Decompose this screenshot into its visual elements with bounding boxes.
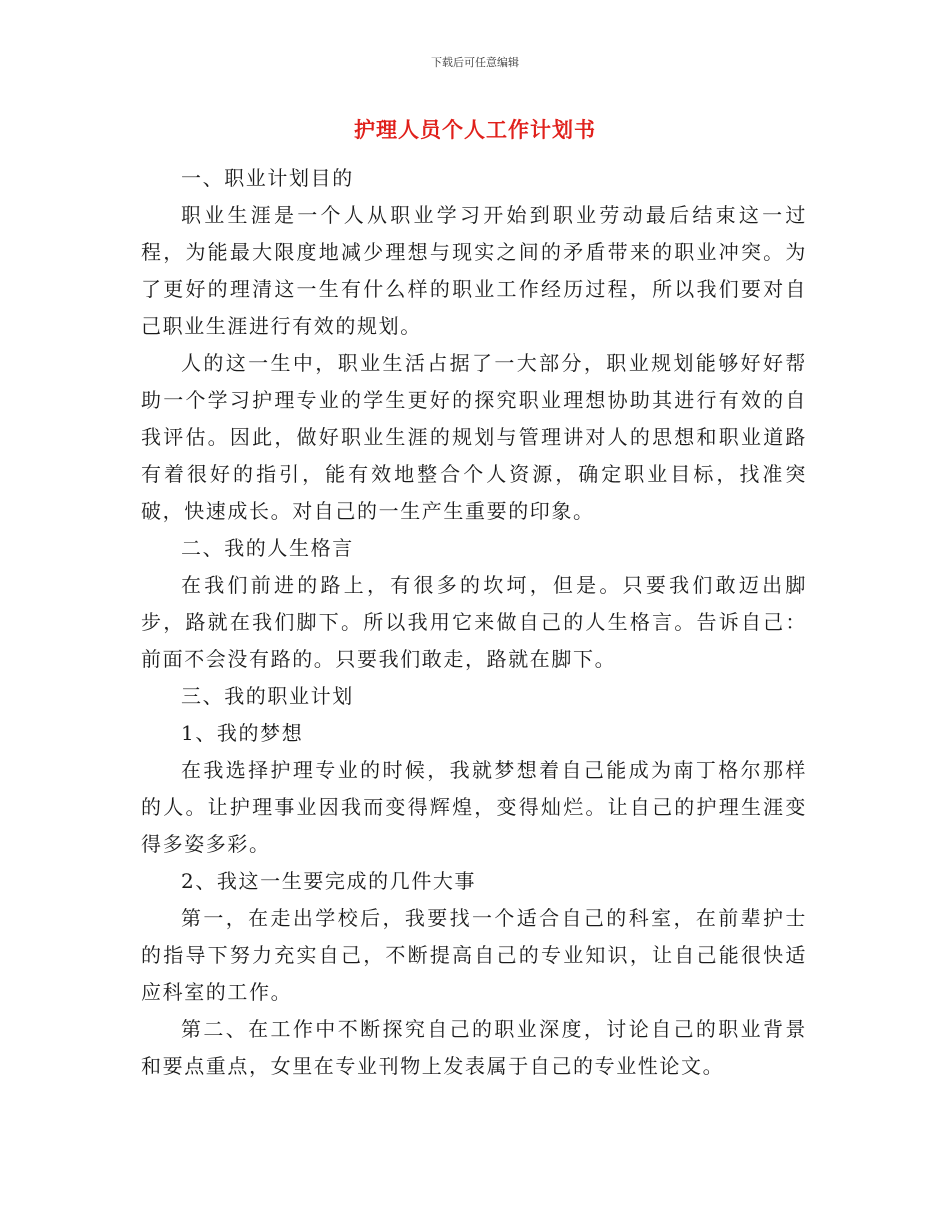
- section-heading-purpose: 一、职业计划目的: [181, 166, 354, 190]
- header-note: 下载后可任意编辑: [431, 56, 519, 69]
- document-title: 护理人员个人工作计划书: [354, 118, 596, 142]
- paragraph-task-second: 第二、在工作中不断探究自己的职业深度，讨论自己的职业背景和要点重点，女里在专业刊物上发表属于自己的专业性论文。: [141, 1017, 807, 1078]
- section-heading-plan: 三、我的职业计划: [181, 684, 354, 708]
- paragraph-career-importance: 人的这一生中，职业生活占据了一大部分，职业规划能够好好帮助一个学习护理专业的学生更好的探究职业理想协助其进行有效的自我评估。因此，做好职业生涯的规划与管理讲对人的思想和职业道路有着很好的指引，能有效地整合个人资源，确定职业目标，找准突破，快速成长。对自己的一生产生重要的印象。: [141, 351, 807, 523]
- section-heading-motto: 二、我的人生格言: [181, 536, 354, 560]
- document-body: [141, 160, 807, 1085]
- subheading-major-tasks: 2、我这一生要完成的几件大事: [181, 869, 477, 893]
- paragraph-dream: 在我选择护理专业的时候，我就梦想着自己能成为南丁格尔那样的人。让护理事业因我而变得辉煌，变得灿烂。让自己的护理生涯变得多姿多彩。: [141, 758, 807, 856]
- paragraph-task-first: 第一，在走出学校后，我要找一个适合自己的科室，在前辈护士的指导下努力充实自己，不断提高自己的专业知识，让自己能很快适应科室的工作。: [141, 906, 807, 1004]
- paragraph-motto: 在我们前进的路上，有很多的坎坷，但是。只要我们敢迈出脚步，路就在我们脚下。所以我用它来做自己的人生格言。告诉自己：前面不会没有路的。只要我们敢走，路就在脚下。: [141, 573, 807, 671]
- subheading-dream: 1、我的梦想: [181, 721, 304, 745]
- paragraph-career-definition: 职业生涯是一个人从职业学习开始到职业劳动最后结束这一过程，为能最大限度地减少理想与现实之间的矛盾带来的职业冲突。为了更好的理清这一生有什么样的职业工作经历过程，所以我们要对自己职业生涯进行有效的规划。: [141, 203, 807, 338]
